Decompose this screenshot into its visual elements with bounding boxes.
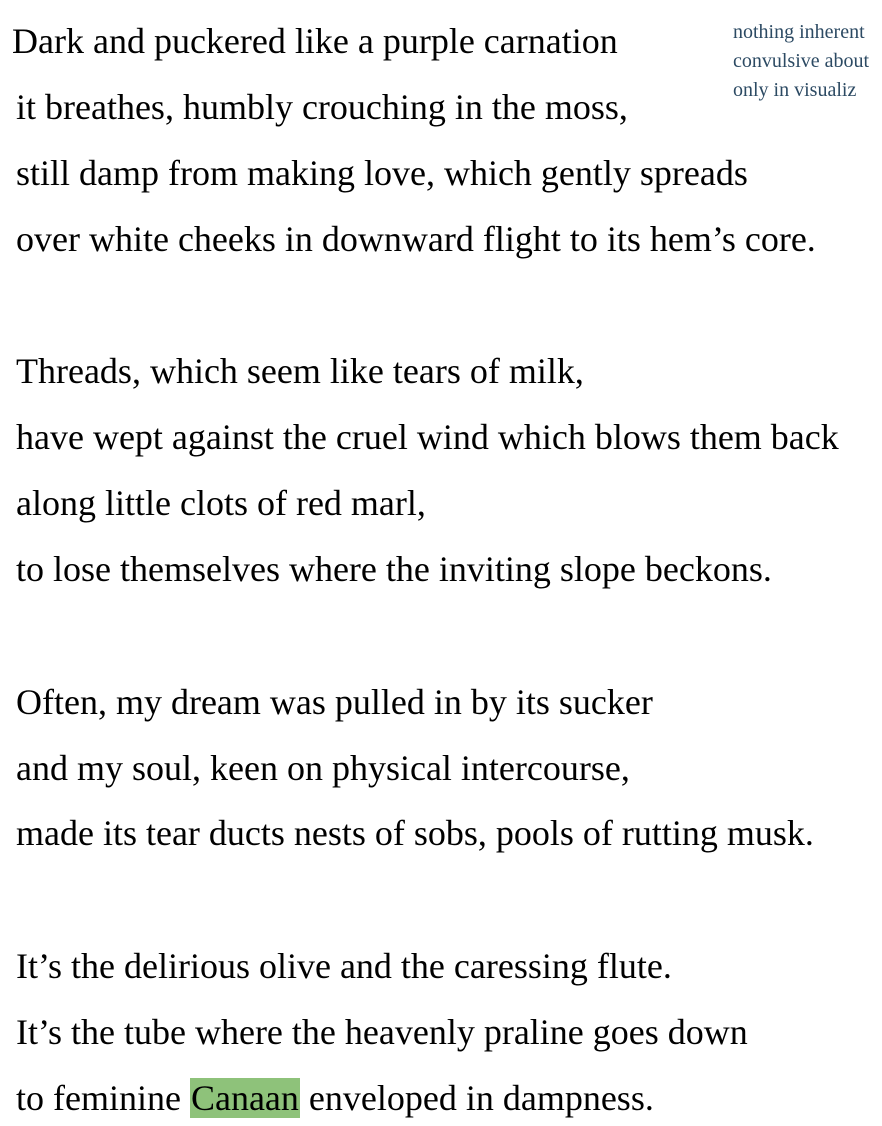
margin-comment-line: convulsive about (733, 50, 870, 72)
poem-line: Often, my dream was pulled in by its sucker (16, 682, 653, 722)
poem-line: it breathes, humbly crouching in the moss, (16, 87, 628, 127)
line-text: enveloped in dampness. (299, 1078, 654, 1118)
line-text: to feminine (16, 1078, 190, 1118)
poem-line (16, 1077, 654, 1119)
poem-line: and my soul, keen on physical intercourse, (16, 748, 630, 788)
poem-line: still damp from making love, which gently spreads (16, 153, 748, 193)
poem-line: to lose themselves where the inviting slope beckons. (16, 549, 772, 589)
poem-line: It’s the tube where the heavenly praline goes down (16, 1012, 748, 1052)
poem-line: Dark and puckered like a purple carnation (12, 21, 618, 61)
poem-line: over white cheeks in downward flight to its hem’s core. (16, 219, 816, 259)
highlighted-word[interactable]: Canaan (190, 1078, 299, 1118)
poem-line: along little clots of red marl, (16, 483, 426, 523)
margin-comment-line: nothing inherent (733, 21, 865, 43)
poem-line: Threads, which seem like tears of milk, (16, 351, 584, 391)
poem-line: made its tear ducts nests of sobs, pools of rutting musk. (16, 813, 814, 853)
margin-comment-line: only in visualiz (733, 79, 857, 101)
margin-comment[interactable] (733, 18, 882, 105)
poem-line: have wept against the cruel wind which blows them back (16, 417, 839, 457)
poem-line: It’s the delirious olive and the caressing flute. (16, 946, 672, 986)
